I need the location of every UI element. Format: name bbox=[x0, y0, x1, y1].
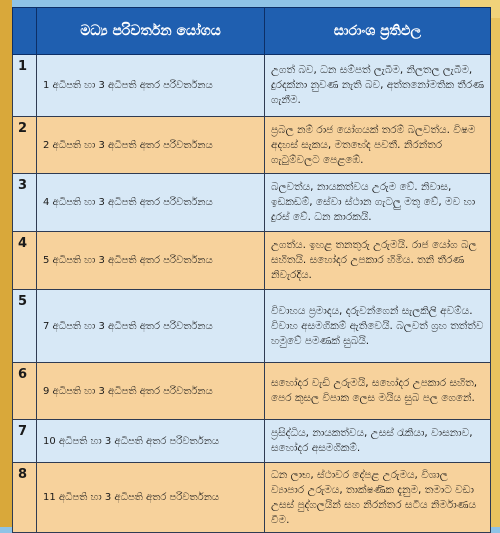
row-result: සහෝදර වැඩි උරුමයි, සහෝදර උපකාර සහිත, පෙර කුසල විපාක ලෙස මයිය සුබ පල ගෙනේ. bbox=[265, 363, 491, 420]
row-result: උගත් බව, ධන සම්පත් ලැබීම, නිලතල ලැබීම, දුරදක්නා නුවණ නැති බව, අත්තනෝමතික තීරණ ගැනීම. bbox=[265, 55, 491, 117]
row-number: 2 bbox=[13, 117, 37, 174]
row-number: 7 bbox=[13, 420, 37, 463]
header-from: මධ්‍ය පරිවර්තන යෝගය bbox=[37, 8, 265, 55]
row-result: බලවත්ය, නායකත්වය උරුම වේ. නිවාස, ඉඩකඩම්, සේවා ස්ථාන ගැටලු මතු වේ, මව හා දුරස් වේ. ධන කාරකයි. bbox=[265, 174, 491, 232]
row-number: 6 bbox=[13, 363, 37, 420]
row-number: 3 bbox=[13, 174, 37, 232]
row-number: 4 bbox=[13, 232, 37, 290]
table-header-row bbox=[13, 8, 491, 55]
table-row bbox=[13, 174, 491, 232]
row-number: 8 bbox=[13, 463, 37, 533]
table-row bbox=[13, 55, 491, 117]
row-from: 9 අධිපති හා 3 අධිපති අතර පරිවර්තනය bbox=[37, 363, 265, 420]
table-row bbox=[13, 117, 491, 174]
header-result: සාරාංශ ප්‍රතිඵල bbox=[265, 8, 491, 55]
table-row bbox=[13, 363, 491, 420]
row-result: විවාහය ප්‍රමාදය, දරුවන්ගෙන් සැලකිලි අවම්ය. විවාහ අසමගිකම් ඇතිවෙයි. බලවත් ග්‍රහ තත්ත්ව හමුවේ පමණක් සුබයි. bbox=[265, 290, 491, 363]
yoga-table bbox=[12, 7, 491, 533]
row-result: උගත්ය. ඉහළ තනතුරු උරුමයි. රාජ යෝග බල සහිතයි. සහෝදර උපකාර හිමිය. තනි තීරණ නිවැරදිය. bbox=[265, 232, 491, 290]
row-result: ධන ලාභ, ස්ථාවර දේපළ උරුමය, විශාල ව්‍යාපාර උරුමය, තාක්ෂණික දැනුම, තමාට වඩා උසස් පුද්ගලයින් සහ නිරන්තර සටීය නිර්මාණය වීම. bbox=[265, 463, 491, 533]
row-from: 5 අධිපති හා 3 අධිපති අතර පරිවර්තනය bbox=[37, 232, 265, 290]
row-from: 11 අධිපති හා 3 අධිපති අතර පරිවර්තනය bbox=[37, 463, 265, 533]
header-number-cell bbox=[13, 8, 37, 55]
row-result: ප්‍රසිද්ධිය, නායකත්වය, උසස් රැකියා, වාසනාව, සහෝදර අසමගිකම්. bbox=[265, 420, 491, 463]
row-from: 1 අධිපති හා 3 අධිපති අතර පරිවර්තනය bbox=[37, 55, 265, 117]
row-from: 2 අධිපති හා 3 අධිපති අතර පරිවර්තනය bbox=[37, 117, 265, 174]
background-right-stripe bbox=[490, 0, 500, 527]
row-from: 7 අධිපති හා 3 අධිපති අතර පරිවර්තනය bbox=[37, 290, 265, 363]
row-from: 10 අධිපති හා 3 අධිපති අතර පරිවර්තනය bbox=[37, 420, 265, 463]
row-from: 4 අධිපති හා 3 අධිපති අතර පරිවර්තනය bbox=[37, 174, 265, 232]
table-row bbox=[13, 232, 491, 290]
table-row bbox=[13, 290, 491, 363]
table-row bbox=[13, 420, 491, 463]
row-number: 1 bbox=[13, 55, 37, 117]
row-result: ප්‍රබල නම් රාජ යෝගයක් තරම් බලවත්ය. විෂම අදහස් සැකය, මතභේද පවතී. නිරන්තර ගැටුම්වලට පෙළඹේ. bbox=[265, 117, 491, 174]
background-left-stripe bbox=[0, 0, 12, 527]
table-row bbox=[13, 463, 491, 533]
row-number: 5 bbox=[13, 290, 37, 363]
